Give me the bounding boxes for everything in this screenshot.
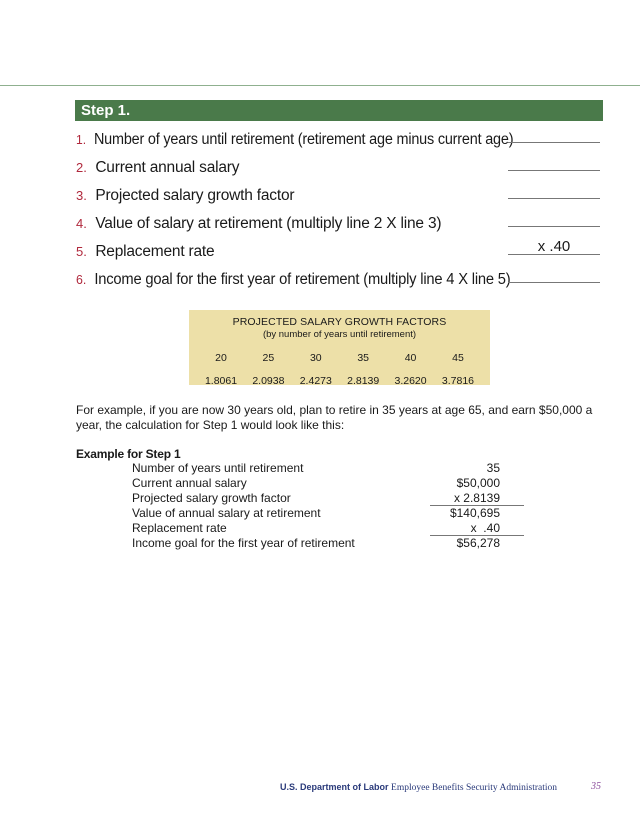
- factor-year: 25: [262, 352, 275, 364]
- example-table: [132, 461, 524, 551]
- factor-value: 2.4273: [299, 375, 332, 387]
- factors-values-row: [189, 375, 490, 387]
- step-text: Income goal for the first year of retirement (multiply line 4 X line 5): [94, 271, 511, 288]
- factor-year: 30: [309, 352, 322, 364]
- step-answer-line-1[interactable]: [508, 142, 600, 143]
- page-number: 35: [591, 781, 601, 792]
- page-footer: [280, 782, 557, 793]
- factor-year: 45: [452, 352, 464, 364]
- factor-value: 3.7816: [441, 375, 475, 387]
- step-row: [76, 266, 580, 294]
- example-label: Value of annual salary at retirement: [132, 506, 321, 520]
- step-row: [76, 182, 606, 210]
- example-label: Projected salary growth factor: [132, 491, 291, 505]
- step-list: [76, 126, 606, 294]
- example-row: [132, 521, 524, 536]
- factor-value: 2.0938: [252, 375, 285, 387]
- step-number: 4.: [76, 216, 87, 231]
- example-value: x 2.8139: [453, 491, 500, 505]
- example-row: [132, 536, 524, 551]
- factor-value: 3.2620: [394, 375, 427, 387]
- factors-years-row: [189, 352, 490, 364]
- example-row: [132, 491, 524, 506]
- step-number: 6.: [76, 272, 87, 287]
- example-label: Income goal for the first year of retirement: [132, 536, 355, 550]
- step-number: 3.: [76, 188, 87, 203]
- example-value: $140,695: [449, 506, 500, 520]
- step-row: [76, 154, 606, 182]
- step-row: [76, 126, 569, 154]
- step-text: Projected salary growth factor: [95, 187, 295, 204]
- factor-year: 20: [215, 352, 227, 364]
- step-answer-line-4[interactable]: [508, 226, 600, 227]
- example-value: 35: [486, 461, 500, 475]
- factor-value: 1.8061: [204, 375, 238, 387]
- step-text: Number of years until retirement (retirement age minus current age): [93, 131, 514, 148]
- footer-department: U.S. Department of Labor: [280, 782, 389, 792]
- example-row: [132, 476, 524, 491]
- step-answer-line-3[interactable]: [508, 198, 600, 199]
- footer-agency: Employee Benefits Security Administration: [391, 783, 557, 793]
- example-row: [132, 506, 524, 521]
- example-label: Current annual salary: [132, 476, 247, 490]
- step-number: 5.: [76, 244, 87, 259]
- replacement-rate-value: x .40: [537, 238, 571, 255]
- factors-subtitle: (by number of years until retirement): [262, 329, 417, 340]
- step-text: Current annual salary: [95, 159, 240, 176]
- step-text: Replacement rate: [95, 243, 215, 260]
- example-label: Replacement rate: [132, 521, 227, 535]
- example-value: $50,000: [456, 476, 500, 490]
- step-answer-line-6[interactable]: [508, 282, 600, 283]
- example-label: Number of years until retirement: [132, 461, 304, 475]
- example-title: Example for Step 1: [76, 447, 181, 461]
- step-title: Step 1.: [81, 102, 131, 119]
- step-text: Value of salary at retirement (multiply line 2 X line 3): [95, 215, 442, 232]
- example-row: [132, 461, 524, 476]
- step-header: [75, 100, 603, 121]
- example-value: x .40: [470, 521, 500, 535]
- factor-value: 2.8139: [347, 375, 380, 387]
- example-intro-paragraph: For example, if you are now 30 years old, plan to retire in 35 years at age 65, and earn $50,000 a year, the calculation for Step 1 would look like this:: [76, 403, 593, 432]
- step-number: 1.: [76, 132, 87, 147]
- factor-year: 40: [404, 352, 417, 364]
- growth-factors-table: [189, 310, 490, 385]
- step-answer-line-2[interactable]: [508, 170, 600, 171]
- step-number: 2.: [76, 160, 87, 175]
- factor-year: 35: [357, 352, 370, 364]
- factors-title: PROJECTED SALARY GROWTH FACTORS: [232, 316, 447, 328]
- example-value: $56,278: [456, 536, 500, 550]
- top-divider: [0, 85, 640, 86]
